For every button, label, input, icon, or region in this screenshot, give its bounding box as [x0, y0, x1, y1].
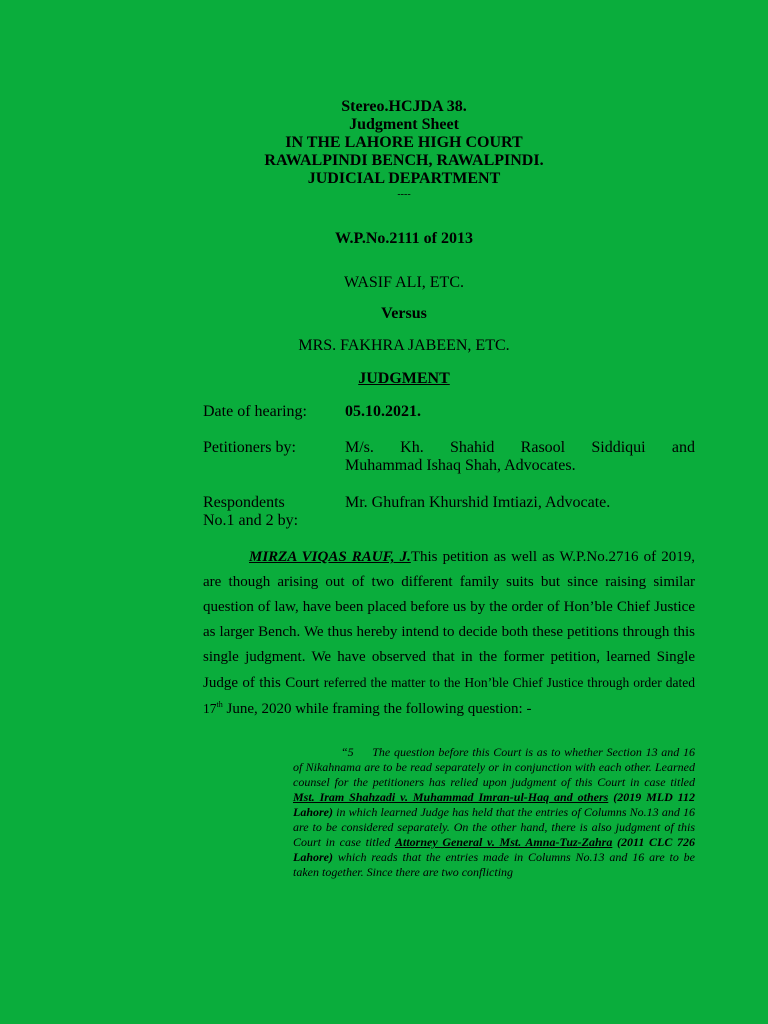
hearing-label: Date of hearing:	[203, 403, 307, 420]
petitioners-counsel-line1: M/s. Kh. Shahid Rasool Siddiqui and	[345, 439, 695, 456]
respondent-name: MRS. FAKHRA JABEEN, ETC.	[298, 337, 510, 354]
court-header	[0, 98, 768, 200]
quote-segment-3: which reads that the entries made in Columns No.13 and 16 are to be taken together. Since there are two conflicting	[293, 850, 696, 879]
judge-name: MIRZA VIQAS RAUF, J.	[249, 549, 411, 565]
quoted-question	[293, 745, 695, 880]
bench-name: RAWALPINDI BENCH, RAWALPINDI.	[264, 152, 544, 169]
quote-segment-1: The question before this Court is as to whether Section 13 and 16 of Nikahnama are to be read separately or in conjunction with each other. Learned counsel for the petitioners has relied upon judgment of this Court in case titled	[293, 745, 695, 789]
body-paragraph-part1: This petition as well as W.P.No.2716 of 2019, are though arising out of two different family suits but since raising similar question of law, have been placed before us by the order of Hon’ble Chief Justice as larger Bench. We thus hereby intend to decide both these petitions through this single judgment. We have observed that in the former petition, learned Single Judge of this Court	[203, 549, 695, 691]
quote-segment-2: in which learned Judge has held that the entries of Columns No.13 and 16 are to be considered separately. On the other hand, there is also judgment of this Court in case titled	[293, 805, 695, 849]
body-paragraph-part3: June, 2020 while framing the following question: -	[226, 701, 532, 717]
petitioners-counsel-line2: Muhammad Ishaq Shah, Advocates.	[345, 457, 576, 474]
petitioners-label: Petitioners by:	[203, 439, 296, 456]
respondents-counsel: Mr. Ghufran Khurshid Imtiazi, Advocate.	[345, 494, 611, 511]
date-superscript: th	[216, 700, 223, 709]
judgment-sheet-title: Judgment Sheet	[349, 116, 459, 133]
body-paragraph-part2: referred the matter to the Hon’ble Chief Justice through order dated 17	[203, 675, 695, 716]
case-citation-1: Mst. Iram Shahzadi v. Muhammad Imran-ul-Haq and others	[293, 790, 609, 804]
respondents-label-line1: Respondents	[203, 494, 285, 511]
respondents-label-line2: No.1 and 2 by:	[203, 512, 299, 529]
respondents-label	[203, 494, 343, 530]
judgment-body	[203, 545, 695, 722]
law-report-2: (2011 CLC 726 Lahore)	[293, 835, 696, 864]
hearing-date: 05.10.2021.	[345, 403, 421, 420]
court-name: IN THE LAHORE HIGH COURT	[285, 134, 523, 151]
department-name: JUDICIAL DEPARTMENT	[307, 170, 501, 187]
judgment-heading: JUDGMENT	[358, 370, 450, 387]
law-report-1: (2019 MLD 112 Lahore)	[293, 790, 696, 819]
case-citation-2: Attorney General v. Mst. Amna-Tuz-Zahra	[395, 835, 613, 849]
stereo-reference: Stereo.HCJDA 38.	[341, 98, 467, 115]
petitioners-counsel	[345, 439, 695, 475]
versus-label: Versus	[381, 305, 427, 322]
case-number: W.P.No.2111 of 2013	[335, 230, 473, 247]
quote-open: “5	[341, 745, 354, 759]
petitioner-name: WASIF ALI, ETC.	[344, 274, 464, 291]
header-separator: ----	[397, 189, 411, 200]
